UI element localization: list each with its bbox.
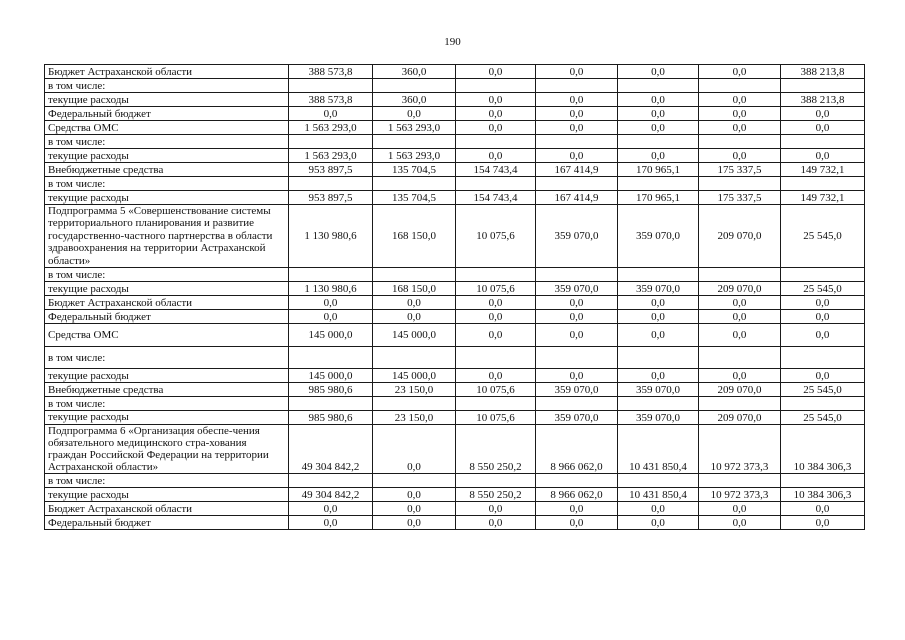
value-cell xyxy=(536,474,618,488)
row-label: Внебюджетные средства xyxy=(45,383,289,397)
value-cell: 0,0 xyxy=(699,121,781,135)
value-cell: 0,0 xyxy=(289,107,373,121)
value-cell: 0,0 xyxy=(536,93,618,107)
value-cell xyxy=(781,397,865,411)
value-cell xyxy=(618,177,699,191)
value-cell: 0,0 xyxy=(618,149,699,163)
page-number: 190 xyxy=(444,36,461,48)
value-cell: 0,0 xyxy=(373,516,456,530)
row-label: Средства ОМС xyxy=(45,121,289,135)
table-row xyxy=(45,79,865,93)
value-cell: 388 213,8 xyxy=(781,65,865,79)
value-cell xyxy=(373,474,456,488)
value-cell xyxy=(618,474,699,488)
value-cell: 8 550 250,2 xyxy=(456,488,536,502)
value-cell: 953 897,5 xyxy=(289,191,373,205)
value-cell: 0,0 xyxy=(699,369,781,383)
value-cell: 0,0 xyxy=(618,324,699,347)
value-cell: 0,0 xyxy=(456,324,536,347)
value-cell: 167 414,9 xyxy=(536,163,618,177)
value-cell: 0,0 xyxy=(373,310,456,324)
value-cell xyxy=(699,177,781,191)
value-cell xyxy=(618,135,699,149)
value-cell: 209 070,0 xyxy=(699,383,781,397)
row-label: в том числе: xyxy=(45,177,289,191)
value-cell: 1 563 293,0 xyxy=(373,149,456,163)
value-cell xyxy=(289,79,373,93)
table-row xyxy=(45,347,865,369)
value-cell xyxy=(289,177,373,191)
value-cell: 0,0 xyxy=(699,65,781,79)
row-label: Бюджет Астраханской области xyxy=(45,502,289,516)
table-row xyxy=(45,474,865,488)
value-cell: 209 070,0 xyxy=(699,282,781,296)
value-cell: 0,0 xyxy=(618,502,699,516)
value-cell: 145 000,0 xyxy=(373,324,456,347)
value-cell xyxy=(618,397,699,411)
value-cell: 0,0 xyxy=(373,502,456,516)
value-cell: 359 070,0 xyxy=(618,282,699,296)
value-cell: 0,0 xyxy=(456,121,536,135)
value-cell xyxy=(618,347,699,369)
value-cell: 0,0 xyxy=(456,107,536,121)
value-cell: 0,0 xyxy=(289,310,373,324)
value-cell: 0,0 xyxy=(618,65,699,79)
table-row xyxy=(45,163,865,177)
value-cell: 0,0 xyxy=(781,296,865,310)
value-cell xyxy=(536,268,618,282)
table-row xyxy=(45,397,865,411)
value-cell xyxy=(699,79,781,93)
value-cell: 145 000,0 xyxy=(373,369,456,383)
value-cell xyxy=(536,177,618,191)
value-cell xyxy=(289,397,373,411)
value-cell xyxy=(781,474,865,488)
value-cell: 0,0 xyxy=(618,121,699,135)
row-label: текущие расходы xyxy=(45,191,289,205)
value-cell: 0,0 xyxy=(781,516,865,530)
value-cell xyxy=(373,268,456,282)
value-cell: 10 384 306,3 xyxy=(781,488,865,502)
table-row xyxy=(45,488,865,502)
value-cell: 10 075,6 xyxy=(456,411,536,425)
value-cell xyxy=(699,474,781,488)
value-cell: 360,0 xyxy=(373,93,456,107)
value-cell: 953 897,5 xyxy=(289,163,373,177)
value-cell: 175 337,5 xyxy=(699,191,781,205)
table-row xyxy=(45,282,865,296)
value-cell: 8 966 062,0 xyxy=(536,488,618,502)
value-cell: 10 075,6 xyxy=(456,282,536,296)
value-cell: 135 704,5 xyxy=(373,163,456,177)
value-cell xyxy=(373,347,456,369)
value-cell: 0,0 xyxy=(373,488,456,502)
value-cell: 170 965,1 xyxy=(618,163,699,177)
value-cell xyxy=(536,397,618,411)
value-cell: 0,0 xyxy=(781,324,865,347)
row-label: Федеральный бюджет xyxy=(45,107,289,121)
value-cell: 359 070,0 xyxy=(536,205,618,268)
value-cell: 0,0 xyxy=(618,107,699,121)
value-cell: 49 304 842,2 xyxy=(289,425,373,474)
table-row xyxy=(45,149,865,163)
value-cell: 25 545,0 xyxy=(781,383,865,397)
value-cell xyxy=(781,135,865,149)
value-cell: 0,0 xyxy=(699,296,781,310)
row-label: в том числе: xyxy=(45,347,289,369)
table-row xyxy=(45,310,865,324)
value-cell xyxy=(289,474,373,488)
value-cell: 0,0 xyxy=(456,65,536,79)
value-cell: 0,0 xyxy=(699,107,781,121)
value-cell: 0,0 xyxy=(373,425,456,474)
value-cell: 0,0 xyxy=(781,369,865,383)
value-cell: 23 150,0 xyxy=(373,411,456,425)
row-label: Подпрограмма 6 «Организация обеспе-чения обязательного медицинского стра-хования граждан Российской Федерации на территории Астраханской области» xyxy=(45,425,289,474)
value-cell: 0,0 xyxy=(699,310,781,324)
table-row xyxy=(45,411,865,425)
value-cell: 167 414,9 xyxy=(536,191,618,205)
value-cell: 0,0 xyxy=(456,93,536,107)
value-cell: 10 075,6 xyxy=(456,383,536,397)
row-label: Внебюджетные средства xyxy=(45,163,289,177)
value-cell xyxy=(699,397,781,411)
value-cell: 1 563 293,0 xyxy=(373,121,456,135)
value-cell xyxy=(618,268,699,282)
value-cell xyxy=(373,177,456,191)
row-label: текущие расходы xyxy=(45,93,289,107)
table-row xyxy=(45,516,865,530)
value-cell: 209 070,0 xyxy=(699,205,781,268)
value-cell: 0,0 xyxy=(536,502,618,516)
value-cell xyxy=(618,79,699,93)
value-cell xyxy=(373,135,456,149)
value-cell xyxy=(781,79,865,93)
value-cell xyxy=(456,79,536,93)
value-cell: 168 150,0 xyxy=(373,205,456,268)
value-cell: 145 000,0 xyxy=(289,369,373,383)
value-cell xyxy=(699,268,781,282)
value-cell: 0,0 xyxy=(536,296,618,310)
row-label: Федеральный бюджет xyxy=(45,516,289,530)
row-label: текущие расходы xyxy=(45,282,289,296)
value-cell: 0,0 xyxy=(536,121,618,135)
value-cell: 10 972 373,3 xyxy=(699,425,781,474)
value-cell: 0,0 xyxy=(456,296,536,310)
value-cell: 985 980,6 xyxy=(289,411,373,425)
value-cell: 175 337,5 xyxy=(699,163,781,177)
value-cell: 359 070,0 xyxy=(618,383,699,397)
value-cell: 10 431 850,4 xyxy=(618,488,699,502)
value-cell: 388 573,8 xyxy=(289,93,373,107)
value-cell: 154 743,4 xyxy=(456,191,536,205)
value-cell: 149 732,1 xyxy=(781,163,865,177)
value-cell: 1 563 293,0 xyxy=(289,149,373,163)
value-cell: 49 304 842,2 xyxy=(289,488,373,502)
table-body xyxy=(45,65,865,530)
value-cell: 8 966 062,0 xyxy=(536,425,618,474)
value-cell: 0,0 xyxy=(536,149,618,163)
value-cell: 23 150,0 xyxy=(373,383,456,397)
table-row xyxy=(45,324,865,347)
value-cell: 1 130 980,6 xyxy=(289,205,373,268)
value-cell: 10 384 306,3 xyxy=(781,425,865,474)
value-cell: 0,0 xyxy=(536,324,618,347)
table-row xyxy=(45,121,865,135)
row-label: в том числе: xyxy=(45,397,289,411)
value-cell: 985 980,6 xyxy=(289,383,373,397)
value-cell: 0,0 xyxy=(699,324,781,347)
value-cell xyxy=(456,135,536,149)
value-cell xyxy=(781,268,865,282)
row-label: в том числе: xyxy=(45,79,289,93)
value-cell: 0,0 xyxy=(618,296,699,310)
value-cell: 0,0 xyxy=(781,121,865,135)
value-cell xyxy=(289,135,373,149)
value-cell xyxy=(373,79,456,93)
value-cell: 359 070,0 xyxy=(536,282,618,296)
value-cell xyxy=(781,347,865,369)
value-cell xyxy=(456,474,536,488)
table-row xyxy=(45,205,865,268)
value-cell: 0,0 xyxy=(536,107,618,121)
value-cell: 10 431 850,4 xyxy=(618,425,699,474)
row-label: текущие расходы xyxy=(45,411,289,425)
value-cell: 0,0 xyxy=(536,516,618,530)
value-cell xyxy=(536,135,618,149)
row-label: текущие расходы xyxy=(45,149,289,163)
row-label: в том числе: xyxy=(45,268,289,282)
value-cell: 10 972 373,3 xyxy=(699,488,781,502)
value-cell: 0,0 xyxy=(289,296,373,310)
table-row xyxy=(45,383,865,397)
row-label: текущие расходы xyxy=(45,488,289,502)
value-cell: 149 732,1 xyxy=(781,191,865,205)
table-row xyxy=(45,107,865,121)
value-cell: 388 213,8 xyxy=(781,93,865,107)
value-cell: 360,0 xyxy=(373,65,456,79)
value-cell: 0,0 xyxy=(456,310,536,324)
value-cell: 0,0 xyxy=(781,149,865,163)
row-label: Бюджет Астраханской области xyxy=(45,296,289,310)
value-cell: 0,0 xyxy=(536,369,618,383)
value-cell xyxy=(456,177,536,191)
budget-table xyxy=(44,64,865,530)
value-cell xyxy=(699,135,781,149)
value-cell: 0,0 xyxy=(699,516,781,530)
value-cell xyxy=(289,347,373,369)
value-cell xyxy=(536,79,618,93)
value-cell: 359 070,0 xyxy=(618,411,699,425)
table-row xyxy=(45,296,865,310)
row-label: текущие расходы xyxy=(45,369,289,383)
value-cell: 0,0 xyxy=(456,516,536,530)
row-label: Средства ОМС xyxy=(45,324,289,347)
value-cell: 0,0 xyxy=(289,516,373,530)
value-cell: 0,0 xyxy=(618,516,699,530)
table-row xyxy=(45,177,865,191)
value-cell: 1 130 980,6 xyxy=(289,282,373,296)
value-cell xyxy=(373,397,456,411)
value-cell: 154 743,4 xyxy=(456,163,536,177)
value-cell xyxy=(781,177,865,191)
value-cell: 0,0 xyxy=(456,502,536,516)
value-cell: 168 150,0 xyxy=(373,282,456,296)
value-cell: 0,0 xyxy=(618,93,699,107)
value-cell xyxy=(456,397,536,411)
table-row xyxy=(45,93,865,107)
value-cell: 25 545,0 xyxy=(781,205,865,268)
table-row xyxy=(45,268,865,282)
value-cell: 359 070,0 xyxy=(536,383,618,397)
value-cell xyxy=(699,347,781,369)
table-row xyxy=(45,425,865,474)
row-label: в том числе: xyxy=(45,474,289,488)
value-cell: 359 070,0 xyxy=(536,411,618,425)
value-cell: 0,0 xyxy=(536,310,618,324)
table-row xyxy=(45,369,865,383)
table-row xyxy=(45,135,865,149)
value-cell: 0,0 xyxy=(456,369,536,383)
value-cell xyxy=(456,268,536,282)
value-cell xyxy=(536,347,618,369)
value-cell: 0,0 xyxy=(618,310,699,324)
value-cell: 0,0 xyxy=(456,149,536,163)
value-cell: 0,0 xyxy=(536,65,618,79)
value-cell: 0,0 xyxy=(699,149,781,163)
value-cell: 170 965,1 xyxy=(618,191,699,205)
value-cell: 0,0 xyxy=(781,502,865,516)
value-cell: 1 563 293,0 xyxy=(289,121,373,135)
row-label: Федеральный бюджет xyxy=(45,310,289,324)
value-cell: 388 573,8 xyxy=(289,65,373,79)
value-cell xyxy=(289,268,373,282)
value-cell: 209 070,0 xyxy=(699,411,781,425)
value-cell: 0,0 xyxy=(781,310,865,324)
value-cell: 0,0 xyxy=(289,502,373,516)
value-cell: 10 075,6 xyxy=(456,205,536,268)
value-cell: 0,0 xyxy=(699,502,781,516)
table-row xyxy=(45,502,865,516)
value-cell: 0,0 xyxy=(373,296,456,310)
value-cell: 0,0 xyxy=(699,93,781,107)
row-label: Подпрограмма 5 «Совершенствование системы территориального планирования и развитие государственно-частного партнерства в области здравоохранения на территории Астраханской области» xyxy=(45,205,289,268)
table-row xyxy=(45,65,865,79)
row-label: в том числе: xyxy=(45,135,289,149)
value-cell: 145 000,0 xyxy=(289,324,373,347)
row-label: Бюджет Астраханской области xyxy=(45,65,289,79)
value-cell: 25 545,0 xyxy=(781,411,865,425)
value-cell: 359 070,0 xyxy=(618,205,699,268)
value-cell: 135 704,5 xyxy=(373,191,456,205)
value-cell: 0,0 xyxy=(373,107,456,121)
value-cell: 0,0 xyxy=(618,369,699,383)
value-cell: 0,0 xyxy=(781,107,865,121)
value-cell: 8 550 250,2 xyxy=(456,425,536,474)
value-cell: 25 545,0 xyxy=(781,282,865,296)
table-row xyxy=(45,191,865,205)
value-cell xyxy=(456,347,536,369)
